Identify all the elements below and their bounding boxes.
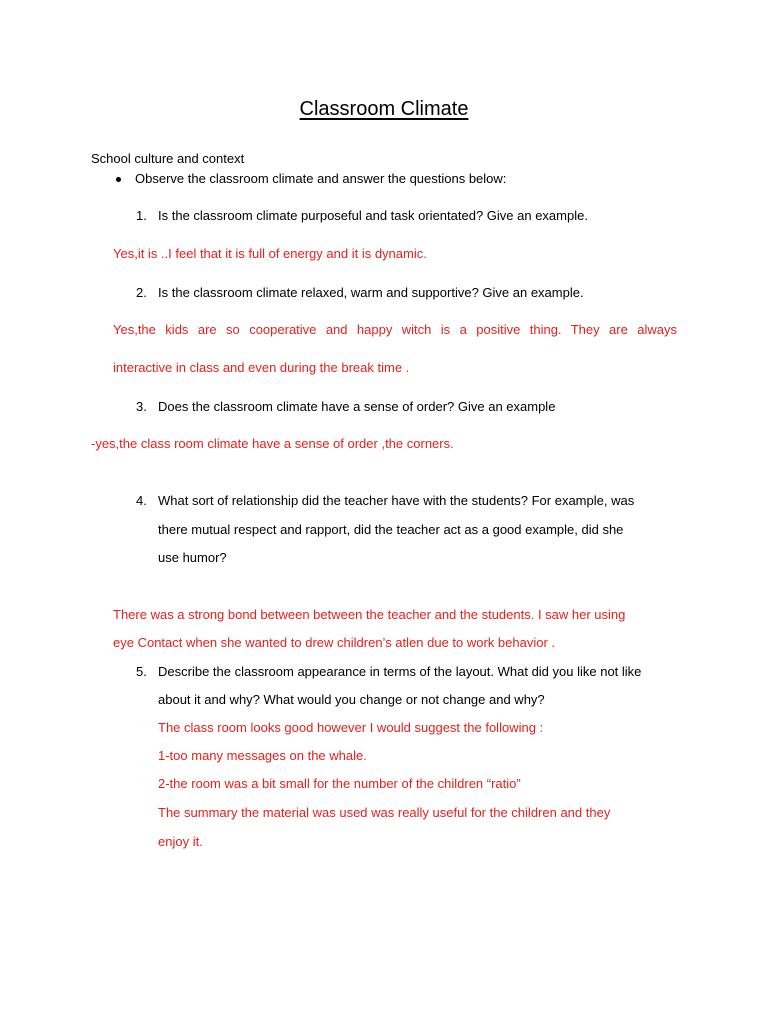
section-heading: School culture and context [91, 151, 245, 166]
question-2-text: Is the classroom climate relaxed, warm and supportive? Give an example. [158, 285, 584, 300]
document-title: Classroom Climate [299, 98, 469, 120]
question-4-line-3: use humor? [158, 550, 227, 565]
question-5-line-2: about it and why? What would you change or not change and why? [158, 692, 545, 707]
question-4-line-1: What sort of relationship did the teacher have with the students? For example, was [158, 493, 635, 508]
question-4-number: 4. [136, 493, 147, 508]
question-1-text: Is the classroom climate purposeful and task orientated? Give an example. [158, 208, 588, 223]
answer-4-line-2: eye Contact when she wanted to drew children’s atlen due to work behavior . [113, 635, 556, 650]
question-3-text: Does the classroom climate have a sense of order? Give an example [158, 399, 556, 414]
question-5-line-1: Describe the classroom appearance in terms of the layout. What did you like not like [158, 664, 642, 679]
answer-1: Yes,it is ..I feel that it is full of energy and it is dynamic. [113, 246, 427, 261]
answer-5-line-4: The summary the material was used was really useful for the children and they [158, 805, 611, 820]
answer-5-line-2: 1-too many messages on the whale. [158, 748, 367, 763]
question-5-number: 5. [136, 664, 147, 679]
question-2-number: 2. [136, 285, 147, 300]
answer-5-line-3: 2-the room was a bit small for the number of the children “ratio” [158, 776, 521, 791]
answer-2-line-1: Yes,the kids are so cooperative and happy witch is a positive thing. They are always [113, 322, 677, 337]
question-1-number: 1. [136, 208, 147, 223]
answer-4-line-1: There was a strong bond between between the teacher and the students. I saw her using [113, 607, 626, 622]
answer-3: -yes,the class room climate have a sense of order ,the corners. [91, 436, 454, 451]
bullet-icon [116, 177, 121, 182]
answer-5-line-5: enjoy it. [158, 834, 203, 849]
answer-2-line-2: interactive in class and even during the break time . [113, 360, 410, 375]
question-3-number: 3. [136, 399, 147, 414]
answer-5-line-1: The class room looks good however I would suggest the following : [158, 720, 544, 735]
question-4-line-2: there mutual respect and rapport, did the teacher act as a good example, did she [158, 522, 624, 537]
bullet-text: Observe the classroom climate and answer the questions below: [135, 171, 507, 186]
